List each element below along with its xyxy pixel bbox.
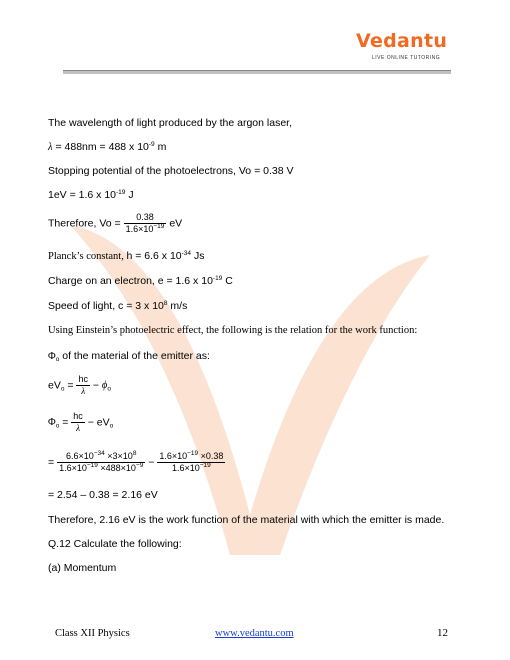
text-line: = 2.54 – 0.38 = 2.16 eV xyxy=(48,489,158,501)
fraction: $\frac{hc}{\lambda}$ xyxy=(78,374,88,396)
text-line: 1eV = 1.6 x $10^{-19}$ J xyxy=(48,189,134,201)
equation-line: $eV_o$ = $\frac{hc}{\lambda}$ − $\phi_o$ xyxy=(48,374,111,396)
footer-class-label: Class XII Physics xyxy=(55,628,130,639)
fraction: $\frac{1.6\times 10^{-19} \times 0.38}{1.6\times 10^{-19}}$ xyxy=(159,450,224,473)
brand-name: Vedantu xyxy=(356,30,448,52)
fraction: $\frac{0.38}{1.6\times 10^{-19}}$ xyxy=(125,212,165,234)
text-line: Planck’s constant, h = 6.6 x $10^{-34}$ Js xyxy=(48,250,205,262)
text-line: λ = 488nm = 488 x $10^{-9}$ m xyxy=(48,141,167,153)
fraction: $\frac{6.6\times 10^{-34} \times 3\times 10^8}{1.6\times 10^{-19} \times 488\times 10^{-9}}$ xyxy=(59,450,144,473)
text-line: Speed of light, c = 3 x $10^8$ m/s xyxy=(48,300,188,312)
question-heading: Q.12 Calculate the following: xyxy=(48,538,182,550)
equation-line: $\Phi_o$ = $\frac{hc}{\lambda}$ − $eV_o$ xyxy=(48,411,114,433)
footer-website-link[interactable]: www.vedantu.com xyxy=(215,628,294,639)
text-line: The wavelength of light produced by the argon laser, xyxy=(48,117,292,129)
text-line: (a) Momentum xyxy=(48,562,117,574)
text-line: Using Einstein’s photoelectric effect, the following is the relation for the work function: xyxy=(48,325,418,336)
text-line: Therefore, 2.16 eV is the work function of the material with which the emitter is made. xyxy=(48,514,445,526)
fraction: $\frac{hc}{\lambda}$ xyxy=(73,411,83,433)
header-rule xyxy=(63,70,451,74)
brand-tagline: LIVE ONLINE TUTORING xyxy=(372,55,441,61)
page-number: 12 xyxy=(437,627,448,639)
text-line: $\Phi_o$ of the material of the emitter as: xyxy=(48,350,210,363)
equation-line: Therefore, Vo = $\frac{0.38}{1.6\times 10^{-19}}$ eV xyxy=(48,212,183,234)
brand-logo xyxy=(356,30,447,52)
equation-line: = $\frac{6.6\times 10^{-34} \times 3\times 10^8}{1.6\times 10^{-19} \times 488\times 10^{-9}}$ − $\frac{1.6\times 10^{-19} \times 0.38}{1.6\times 10^{-19}}$ xyxy=(48,450,224,473)
text-line: Charge on an electron, e = 1.6 x $10^{-19}$ C xyxy=(48,275,233,287)
text-line: Stopping potential of the photoelectrons, Vo = 0.38 V xyxy=(48,165,294,177)
